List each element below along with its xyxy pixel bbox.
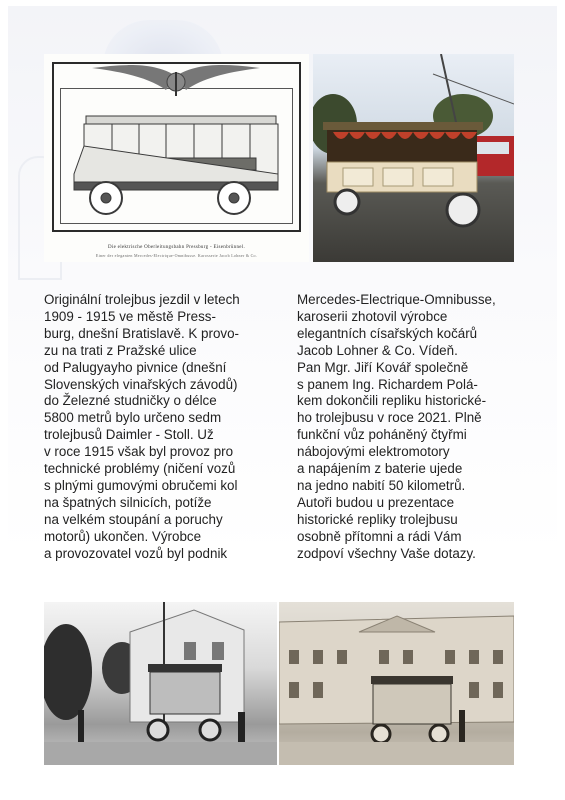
text-line: motorů) ukončen. Výrobce xyxy=(44,528,202,544)
text-line: Autoři budou u prezentace xyxy=(297,494,455,510)
historical-trolleybus xyxy=(371,676,453,743)
text-line: kem dokončili repliku historické- xyxy=(297,393,487,409)
historical-trolleybus xyxy=(148,664,222,740)
text-line: trolejbusů Daimler - Stoll. Už xyxy=(44,427,214,443)
historical-square-photo xyxy=(279,602,514,765)
text-line: Originální trolejbus jezdil v letech xyxy=(44,292,240,307)
historical-street-photo xyxy=(44,602,277,765)
text-column-right xyxy=(297,292,527,563)
text-line: Slovenských vinařských závodů) xyxy=(44,376,238,392)
text-line: s plnými gumovými obručemi kol xyxy=(44,477,238,493)
text-line: a provozovatel vozů byl podnik xyxy=(44,545,228,561)
text-line: a napájením z baterie ujede xyxy=(297,461,463,477)
street-drawing xyxy=(44,602,277,765)
text-line: 1909 - 1915 ve městě Press- xyxy=(44,308,216,324)
text-line: elegantních císařských kočárů xyxy=(297,325,478,341)
text-line: do Železné studničky o délce xyxy=(44,393,217,409)
square-drawing xyxy=(279,602,514,765)
tree xyxy=(44,624,92,720)
text-line: s panem Ing. Richardem Polá- xyxy=(297,376,478,392)
engraving-drawing xyxy=(44,54,309,262)
engraving-caption: Die elektrische Oberleitungsbahn Pressburg - Eisenbrünnel. xyxy=(108,245,245,250)
replica-drawing xyxy=(313,54,514,262)
text-line: 5800 metrů bylo určeno sedm xyxy=(44,410,222,426)
text-line: na velkém stoupání a poruchy xyxy=(44,511,223,527)
engraving-subcaption: Einer der eleganten Mercedes-Electrique-Omnibusse. Karosserie Jacob Lohner & Co. xyxy=(95,253,258,258)
omnibus-drawing xyxy=(74,116,278,214)
text-line: burg, dnešní Bratislavě. K provo- xyxy=(44,325,240,341)
replica-trolleybus xyxy=(323,122,483,226)
winged-wheel-emblem xyxy=(92,65,260,96)
text-line: funkční vůz poháněný čtyřmi xyxy=(297,427,467,443)
person xyxy=(459,710,465,742)
text-line: zu na trati z Pražské ulice xyxy=(44,342,197,358)
text-line: na jedno nabití 50 kilometrů. xyxy=(297,477,466,493)
text-line: na špatných silnicích, potíže xyxy=(44,494,212,510)
text-line: nábojovými elektromotory xyxy=(297,444,450,460)
historical-engraving xyxy=(44,54,309,262)
text-line: historické repliky trolejbusu xyxy=(297,511,458,527)
person xyxy=(78,710,84,744)
text-line: technické problémy (ničení vozů xyxy=(44,461,236,477)
text-line: ho trolejbusu v roce 2021. Plně xyxy=(297,410,482,426)
text-line: karoserii zhotovil výrobce xyxy=(297,308,448,324)
text-line: v roce 1915 však byl provoz pro xyxy=(44,444,234,460)
text-column-left xyxy=(44,292,274,563)
text-line: Pan Mgr. Jiří Kovář společně xyxy=(297,359,469,375)
text-line: Mercedes-Electrique-Omnibusse, xyxy=(297,292,496,307)
text-line: od Palugyayho pivnice (dnešní xyxy=(44,359,227,375)
replica-photo xyxy=(313,54,514,262)
text-line: zodpoví všechny Vaše dotazy. xyxy=(297,545,476,561)
text-line: osobně přítomni a rádi Vám xyxy=(297,528,462,544)
text-line: Jacob Lohner & Co. Vídeň. xyxy=(297,342,458,358)
